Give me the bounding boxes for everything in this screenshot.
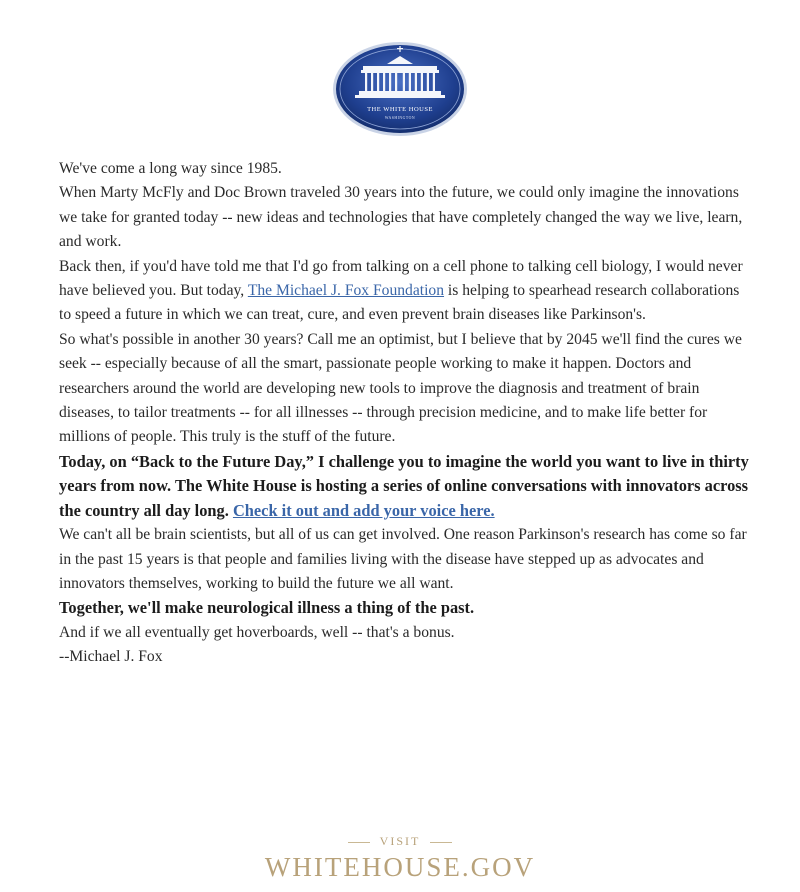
bold-callout — [59, 450, 749, 523]
check-it-out-link[interactable]: Check it out and add your voice here. — [232, 500, 495, 520]
callout-text: Today, on “Back to the Future Day,” I challenge you to imagine the world you want to live in thirty years from now. The White House is hosting a series of online conversations with innovators across the country all day long. — [59, 451, 749, 520]
letter-paragraph: So what's possible in another 30 years? Call me an optimist, but I believe that by 2045 we'll find the cures we seek -- especially because of all the smart, passionate people working to make it happen. Doctors and researchers around the world are developing new tools to improve the diagnosis and treatment of brain diseases, to tailor treatments -- for all illnesses -- through precision medicine, and to make life better for millions of people. This truly is the stuff of the future. — [59, 330, 742, 446]
letter-body — [59, 157, 749, 670]
white-house-logo-icon — [331, 40, 469, 138]
paragraph-text: Back then, if you'd have told me that I'd go from talking on a cell phone to talking cell biology, I would never have believed you. But today, — [59, 257, 743, 300]
seal-title: THE WHITE HOUSE — [367, 106, 433, 113]
michael-j-fox-foundation-link[interactable]: The Michael J. Fox Foundation — [247, 282, 445, 300]
seal-subtitle: WASHINGTON — [384, 116, 416, 120]
letter-paragraph: And if we all eventually get hoverboards, well -- that's a bonus. — [59, 623, 455, 641]
letter-paragraph: When Marty McFly and Doc Brown traveled 30 years into the future, we could only imagine the innovations we take for granted today -- new ideas and technologies that have completely changed the way we live, learn, and work. — [59, 184, 743, 251]
letter-paragraph: We can't all be brain scientists, but all of us can get involved. One reason Parkinson's research has come so far in the past 15 years is that people and families living with the disease have stepped up as advocates and innovators themselves, working to build the future we all want. — [59, 526, 747, 592]
bold-statement: Together, we'll make neurological illness a thing of the past. — [59, 598, 475, 618]
footer — [0, 832, 800, 883]
whitehouse-gov-link[interactable]: WHITEHOUSE.GOV — [264, 852, 536, 882]
visit-label: VISIT — [370, 834, 431, 849]
paragraph-text: is helping to spearhead research collaborations to speed a future in which we can treat, cure, and even prevent brain diseases like Parkinson's. — [59, 282, 740, 324]
letter-paragraph — [59, 255, 749, 328]
white-house-seal — [331, 40, 469, 138]
signature: --Michael J. Fox — [59, 648, 163, 666]
letter-paragraph: We've come a long way since 1985. — [59, 160, 282, 177]
